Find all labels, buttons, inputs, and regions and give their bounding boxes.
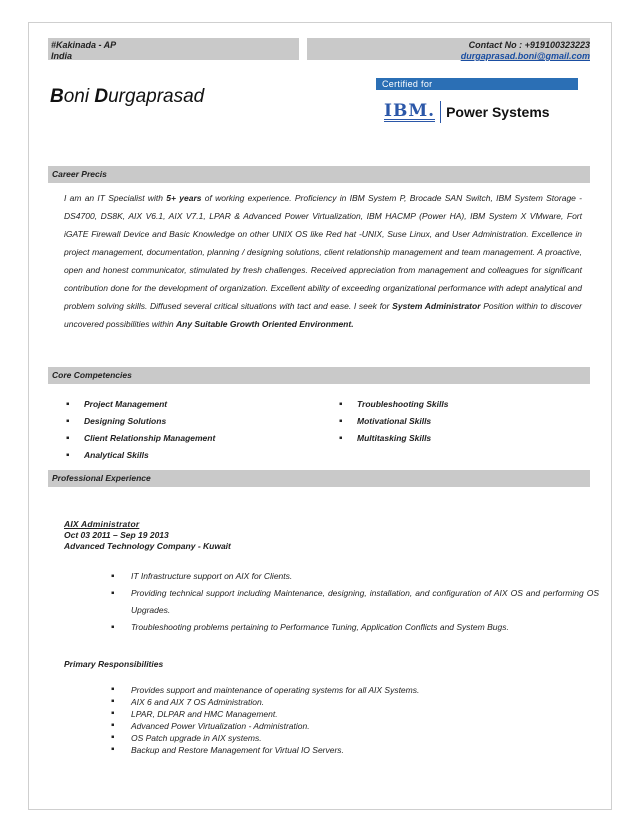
badge-product: Power Systems bbox=[446, 104, 550, 120]
ibm-certification-badge bbox=[376, 78, 578, 134]
email-link[interactable]: durgaprasad.boni@gmail.com bbox=[460, 51, 590, 61]
list-item: ▪ Multitasking Skills bbox=[339, 430, 448, 447]
competencies-right-list bbox=[339, 396, 448, 447]
location-city: #Kakinada - AP bbox=[51, 40, 117, 50]
badge-caption: Certified for bbox=[376, 78, 578, 90]
list-item: ▪ IT Infrastructure support on AIX for Clients. bbox=[111, 568, 599, 585]
location bbox=[51, 40, 116, 62]
list-item: ▪ Motivational Skills bbox=[339, 413, 448, 430]
badge-divider bbox=[440, 101, 441, 123]
candidate-name: Boni Durgaprasad bbox=[50, 86, 205, 107]
contact-phone: Contact No : +919100323223 bbox=[468, 40, 590, 50]
list-item: ▪ Providing technical support including Maintenance, designing, installation, and configuration of AIX OS and performing OS Upgrades. bbox=[111, 585, 599, 619]
job-header bbox=[64, 519, 231, 552]
list-item: ▪ Project Management bbox=[66, 396, 215, 413]
list-item: ▪ Troubleshooting problems pertaining to Performance Tuning, Application Conflicts and System Bugs. bbox=[111, 619, 599, 636]
section-core-competencies: Core Competencies bbox=[48, 367, 590, 384]
list-item: ▪ Advanced Power Virtualization - Administration. bbox=[111, 720, 599, 732]
section-career-precis: Career Precis bbox=[48, 166, 590, 183]
ibm-logo: IBM. bbox=[384, 100, 436, 121]
job-company: Advanced Technology Company - Kuwait bbox=[64, 541, 231, 551]
job-dates: Oct 03 2011 – Sep 19 2013 bbox=[64, 530, 169, 540]
competencies-left-list bbox=[66, 396, 215, 464]
list-item: ▪ LPAR, DLPAR and HMC Management. bbox=[111, 708, 599, 720]
section-professional-experience: Professional Experience bbox=[48, 470, 590, 487]
primary-responsibilities-heading: Primary Responsibilities bbox=[64, 659, 164, 669]
contact-info bbox=[461, 40, 590, 62]
job-bullets bbox=[111, 568, 599, 636]
list-item: ▪ Analytical Skills bbox=[66, 447, 215, 464]
responsibilities-list bbox=[111, 684, 599, 756]
list-item: ▪ Backup and Restore Management for Virtual IO Servers. bbox=[111, 744, 599, 756]
list-item: ▪ OS Patch upgrade in AIX systems. bbox=[111, 732, 599, 744]
list-item: ▪ Provides support and maintenance of operating systems for all AIX Systems. bbox=[111, 684, 599, 696]
job-title: AIX Administrator bbox=[64, 519, 140, 529]
list-item: ▪ Troubleshooting Skills bbox=[339, 396, 448, 413]
location-country: India bbox=[51, 51, 73, 61]
career-precis-text: I am an IT Specialist with 5+ years of working experience. Proficiency in IBM System P, Brocade SAN Switch, IBM System Storage -DS4700, DS8K, AIX V6.1, AIX V7.1, LPAR & Advanced Power Virtualization, IBM HACMP (Power HA), IBM System X VMware, Fort iGATE Firewall Device and Basic Knowledge on other UNIX OS like Red hat -UNIX, Suse Linux, and User Administration. Excellence in project management, documentation, planning / designing solutions, client relationship management and team management. A proactive, open and honest communicator, stimulated by fresh challenges. Received appreciation from management and colleagues for significant contribution done for the development of organization. Excellent ability of exceeding organizational performance with adept analytical and problem solving skills. Diffused several critical situations with tact and ease. I seek for System Administrator Position within to discover uncovered possibilities within Any Suitable Growth Oriented Environment. bbox=[64, 193, 583, 329]
list-item: ▪ AIX 6 and AIX 7 OS Administration. bbox=[111, 696, 599, 708]
list-item: ▪ Designing Solutions bbox=[66, 413, 215, 430]
list-item: ▪ Client Relationship Management bbox=[66, 430, 215, 447]
